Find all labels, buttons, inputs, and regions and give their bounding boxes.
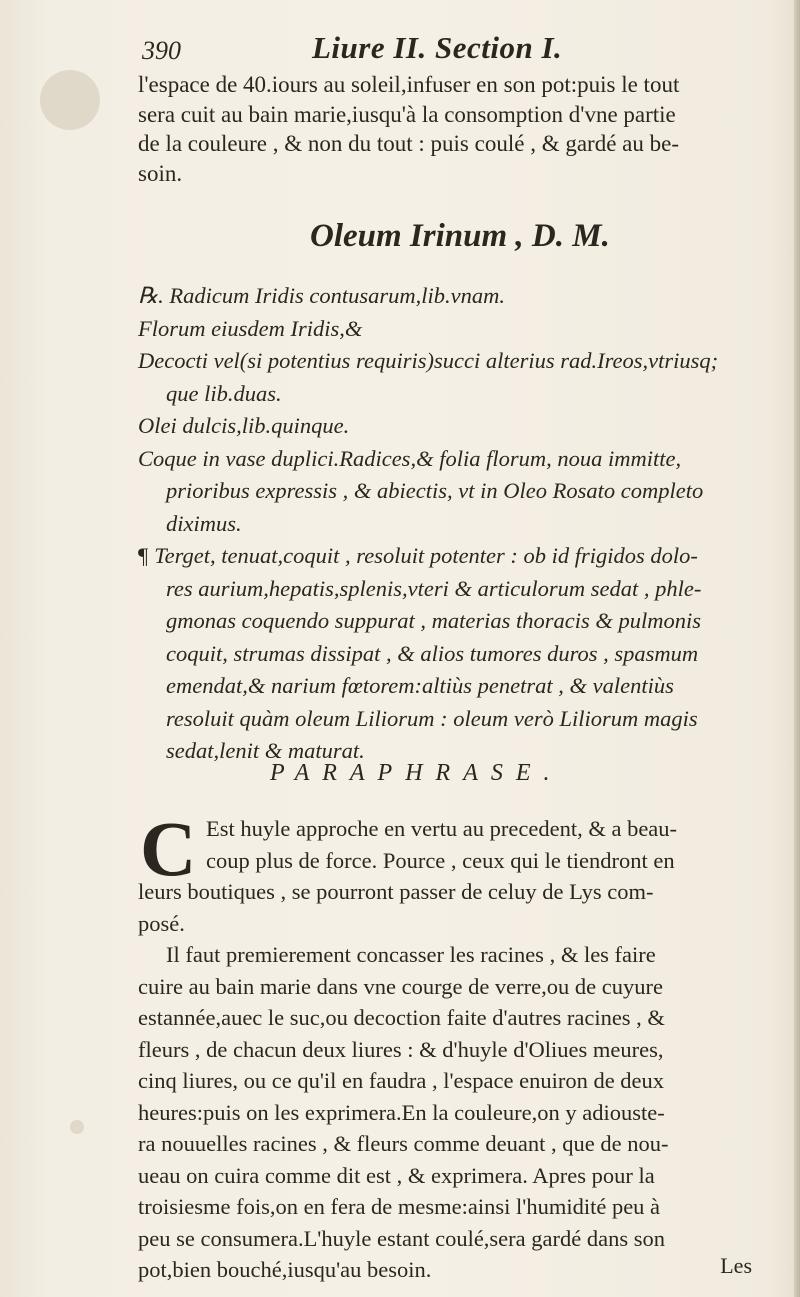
page-header <box>122 30 762 70</box>
drop-cap: C <box>140 805 197 892</box>
paper-stain <box>70 1120 84 1134</box>
text-line: emendat,& narium fœtorem:altiùs penetrat , & valentiùs <box>166 673 674 698</box>
page-edge <box>794 0 800 1297</box>
text-line: coquit, strumas dissipat , & alios tumores duros , spasmum <box>166 640 699 666</box>
text-line: Est huyle approche en vertu au precedent, & a beau- <box>206 816 678 841</box>
text-line: soin. <box>138 160 183 186</box>
text-line: heures:puis on les exprimera.En la couleure,on y adiouste- <box>138 1099 665 1125</box>
text-line: fleurs , de chacun deux liures : & d'huyle d'Oliues meures, <box>138 1036 664 1062</box>
text-line: Florum eiusdem Iridis,& <box>138 315 363 341</box>
text-line: sedat,lenit & maturat. <box>166 738 365 763</box>
text-line: cinq liures, ou ce qu'il en faudra , l'espace enuiron de deux <box>138 1068 665 1093</box>
catchword: Les <box>720 1253 752 1278</box>
text-line: resoluit quàm oleum Liliorum : oleum verò Liliorum magis <box>166 705 698 731</box>
text-line: que lib.duas. <box>166 380 282 406</box>
running-head: Liure II. Section I. <box>312 30 563 65</box>
text-line: ℞. Radicum Iridis contusarum,lib.vnam. <box>138 283 506 308</box>
text-line: coup plus de force. Pource , ceux qui le tiendront en <box>206 847 675 873</box>
text-line: ra nouuelles racines , & fleurs comme deuant , que de nou- <box>138 1131 669 1156</box>
recipe-text <box>138 280 768 768</box>
paragraph-continuation <box>138 70 768 188</box>
text-line: prioribus expressis , & abiectis, vt in Oleo Rosato completo <box>166 478 704 503</box>
page-number: 390 <box>142 36 181 65</box>
recipe-title: Oleum Irinum , D. M. <box>310 218 610 254</box>
text-line: sera cuit au bain marie,iusqu'à la consomption d'vne partie <box>138 101 676 127</box>
text-line: pot,bien bouché,iusqu'au besoin. <box>138 1257 432 1282</box>
paper-stain <box>40 70 100 130</box>
text-line: de la couleure , & non du tout : puis coulé , & gardé au be- <box>138 131 679 156</box>
paraphrase-text <box>138 813 768 1286</box>
text-line: leurs boutiques , se pourront passer de celuy de Lys com- <box>138 879 654 904</box>
text-line: res aurium,hepatis,splenis,vteri & articulorum sedat , phle- <box>166 575 702 601</box>
text-line: Olei dulcis,lib.quinque. <box>138 413 350 438</box>
text-line: Il faut premierement concasser les racines , & les faire <box>166 942 656 967</box>
text-line: cuire au bain marie dans vne courge de verre,ou de cuyure <box>138 973 663 999</box>
section-heading: PARAPHRASE. <box>270 760 563 786</box>
text-line: l'espace de 40.iours au soleil,infuser en son pot:puis le tout <box>138 72 680 97</box>
text-line: peu se consumera.L'huyle estant coulé,sera gardé dans son <box>138 1225 665 1251</box>
text-line: estannée,auec le suc,ou decoction faite d'autres racines , & <box>138 1005 665 1030</box>
text-line: troisiesme fois,on en fera de mesme:ainsi l'humidité peu à <box>138 1194 661 1219</box>
text-line: Coque in vase duplici.Radices,& folia florum, noua immitte, <box>138 445 682 471</box>
text-line: gmonas coquendo suppurat , materias thoracis & pulmonis <box>166 608 702 633</box>
text-line: Decocti vel(si potentius requiris)succi alterius rad.Ireos,vtriusq; <box>138 348 719 373</box>
text-line: diximus. <box>166 510 242 536</box>
text-line: Terget, tenuat,coquit , resoluit potenter : ob id frigidos dolo- <box>154 543 698 568</box>
text-line: ueau on cuira comme dit est , & exprimera. Apres pour la <box>138 1162 655 1188</box>
pilcrow-mark: ¶ <box>138 543 149 568</box>
text-line: posé. <box>138 910 185 936</box>
